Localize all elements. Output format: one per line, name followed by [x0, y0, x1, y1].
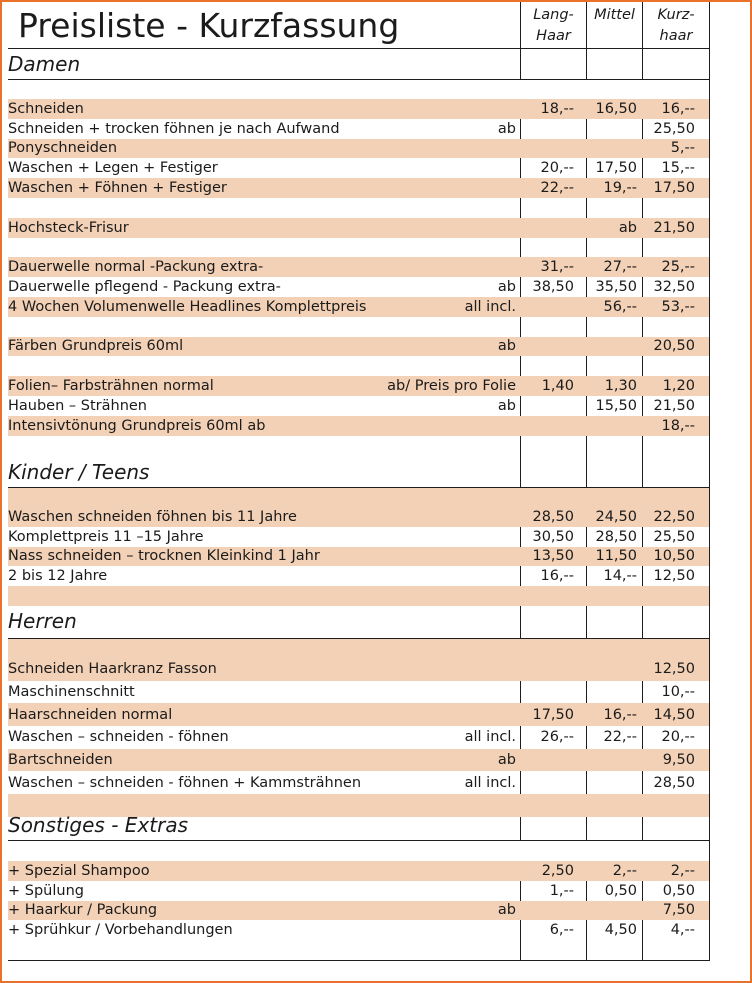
- column-header-line2: Haar: [536, 28, 571, 44]
- price-mittel: 22,--: [603, 729, 637, 746]
- service-label: Schneiden: [8, 100, 84, 117]
- price-kurzhaar: 14,50: [653, 706, 695, 723]
- page-title: Preisliste - Kurzfassung: [18, 6, 400, 45]
- service-label: Waschen + Föhnen + Festiger: [8, 180, 227, 197]
- service-label: Intensivtönung Grundpreis 60ml ab: [8, 417, 266, 434]
- table-row: [8, 703, 709, 726]
- table-row: [8, 901, 709, 921]
- price-kurzhaar: 2,--: [670, 862, 695, 879]
- price-mittel: 17,50: [595, 160, 637, 177]
- price-kurzhaar: 20,--: [661, 729, 695, 746]
- price-mittel: 16,50: [595, 100, 637, 117]
- price-qualifier: ab: [497, 120, 516, 137]
- price-mittel: 24,50: [595, 508, 637, 525]
- price-mittel: 11,50: [595, 548, 637, 565]
- table-row: [8, 277, 709, 297]
- price-langhaar: 20,--: [540, 160, 574, 177]
- service-label: + Sprühkur / Vorbehandlungen: [8, 922, 233, 939]
- table-row: [8, 566, 709, 586]
- price-mittel: 2,--: [612, 862, 637, 879]
- service-label: Bartschneiden: [8, 752, 113, 769]
- service-label: + Spülung: [8, 882, 84, 899]
- price-kurzhaar: 53,--: [661, 298, 695, 315]
- column-header-line1: Kurz-: [657, 7, 695, 23]
- service-label: + Haarkur / Packung: [8, 902, 158, 919]
- table-row: [8, 586, 709, 606]
- table-row: [8, 920, 709, 940]
- price-mittel: 27,--: [603, 259, 637, 276]
- price-kurzhaar: 9,50: [662, 752, 695, 769]
- table-bottom-line: [8, 960, 710, 961]
- price-langhaar: 17,50: [532, 706, 574, 723]
- service-label: 4 Wochen Volumenwelle Headlines Komplettpreis: [8, 298, 367, 315]
- service-label: Haarschneiden normal: [8, 706, 173, 723]
- service-label: 2 bis 12 Jahre: [8, 568, 108, 585]
- service-label: Dauerwelle pflegend - Packung extra-: [8, 279, 281, 296]
- column-header-langhaar: [521, 5, 586, 47]
- table-row: [8, 507, 709, 527]
- price-kurzhaar: 0,50: [662, 882, 695, 899]
- price-kurzhaar: 7,50: [662, 902, 695, 919]
- section-heading-row: [8, 605, 709, 637]
- price-kurzhaar: 32,50: [653, 279, 695, 296]
- price-kurzhaar: 25,50: [653, 120, 695, 137]
- service-label: Schneiden + trocken föhnen je nach Aufwand: [8, 120, 340, 137]
- service-label: Hochsteck-Frisur: [8, 219, 129, 236]
- service-label: Ponyschneiden: [8, 140, 118, 157]
- service-label: Waschen schneiden föhnen bis 11 Jahre: [8, 508, 297, 525]
- section-heading-row: [8, 811, 709, 839]
- price-kurzhaar: 25,--: [661, 259, 695, 276]
- table-row: [8, 749, 709, 772]
- service-label: Waschen + Legen + Festiger: [8, 160, 218, 177]
- price-langhaar: 6,--: [549, 922, 574, 939]
- section-spacer-row: [8, 488, 709, 507]
- section-heading-row: [8, 458, 709, 486]
- service-label: Nass schneiden – trocknen Kleinkind 1 Jahr: [8, 548, 320, 565]
- price-mittel: 56,--: [603, 298, 637, 315]
- price-kurzhaar: 21,50: [653, 219, 695, 236]
- price-kurzhaar: 5,--: [670, 140, 695, 157]
- price-langhaar: 31,--: [540, 259, 574, 276]
- table-row: [8, 99, 709, 119]
- table-row: [8, 337, 709, 357]
- table-row: [8, 356, 709, 376]
- service-label: + Spezial Shampoo: [8, 862, 150, 879]
- table-row: [8, 681, 709, 704]
- price-langhaar: 13,50: [532, 548, 574, 565]
- price-kurzhaar: 1,20: [662, 378, 695, 395]
- table-row: [8, 119, 709, 139]
- section-spacer-row: [8, 639, 709, 658]
- table-row: [8, 376, 709, 396]
- price-langhaar: 2,50: [541, 862, 574, 879]
- table-row: [8, 547, 709, 567]
- price-langhaar: 16,--: [540, 568, 574, 585]
- price-mittel: 14,--: [603, 568, 637, 585]
- column-header-line2: haar: [659, 28, 693, 44]
- price-kurzhaar: 16,--: [661, 100, 695, 117]
- table-row: [8, 238, 709, 258]
- table-row: [8, 658, 709, 681]
- price-mittel: ab: [618, 219, 637, 236]
- column-header-mittel: [587, 5, 642, 26]
- table-row: [8, 317, 709, 337]
- service-label: Maschinenschnitt: [8, 684, 135, 701]
- section-heading: Sonstiges - Extras: [8, 813, 188, 837]
- price-langhaar: 1,40: [541, 378, 574, 395]
- price-kurzhaar: 10,--: [661, 684, 695, 701]
- service-label: Hauben – Strähnen: [8, 397, 147, 414]
- price-mittel: 19,--: [603, 180, 637, 197]
- price-langhaar: 26,--: [540, 729, 574, 746]
- price-kurzhaar: 28,50: [653, 774, 695, 791]
- price-kurzhaar: 12,50: [653, 568, 695, 585]
- price-qualifier: all incl.: [464, 774, 516, 791]
- price-qualifier: all incl.: [464, 729, 516, 746]
- table-row: [8, 772, 709, 795]
- section-heading: Kinder / Teens: [8, 460, 150, 484]
- price-kurzhaar: 25,50: [653, 528, 695, 545]
- price-qualifier: ab/ Preis pro Folie: [387, 378, 516, 395]
- price-langhaar: 18,--: [540, 100, 574, 117]
- price-mittel: 28,50: [595, 528, 637, 545]
- service-label: Dauerwelle normal -Packung extra-: [8, 259, 264, 276]
- table-row: [8, 257, 709, 277]
- service-label: Komplettpreis 11 –15 Jahre: [8, 528, 204, 545]
- section-heading: Damen: [8, 51, 81, 76]
- price-langhaar: 1,--: [549, 882, 574, 899]
- section-heading-row: [8, 49, 709, 78]
- column-header-line1: Lang-: [533, 7, 574, 23]
- price-langhaar: 22,--: [540, 180, 574, 197]
- price-qualifier: ab: [497, 752, 516, 769]
- service-label: Färben Grundpreis 60ml: [8, 338, 184, 355]
- price-mittel: 15,50: [595, 397, 637, 414]
- service-label: Folien– Farbsträhnen normal: [8, 378, 214, 395]
- table-row: [8, 139, 709, 159]
- price-mittel: 16,--: [603, 706, 637, 723]
- table-row: [8, 218, 709, 238]
- price-mittel: 35,50: [595, 279, 637, 296]
- service-label: Schneiden Haarkranz Fasson: [8, 661, 217, 678]
- price-kurzhaar: 15,--: [661, 160, 695, 177]
- price-mittel: 1,30: [604, 378, 637, 395]
- price-kurzhaar: 4,--: [670, 922, 695, 939]
- price-qualifier: ab: [497, 279, 516, 296]
- table-row: [8, 881, 709, 901]
- price-qualifier: ab: [497, 397, 516, 414]
- table-row: [8, 158, 709, 178]
- price-langhaar: 28,50: [532, 508, 574, 525]
- price-kurzhaar: 17,50: [653, 180, 695, 197]
- price-kurzhaar: 20,50: [653, 338, 695, 355]
- price-kurzhaar: 21,50: [653, 397, 695, 414]
- price-mittel: 4,50: [604, 922, 637, 939]
- column-divider-right: [709, 2, 710, 960]
- price-kurzhaar: 18,--: [661, 417, 695, 434]
- table-row: [8, 726, 709, 749]
- price-qualifier: ab: [497, 902, 516, 919]
- service-label: Waschen – schneiden - föhnen: [8, 729, 229, 746]
- column-header-line1: Mittel: [594, 7, 635, 23]
- service-label: Waschen – schneiden - föhnen + Kammsträhnen: [8, 774, 362, 791]
- price-qualifier: ab: [497, 338, 516, 355]
- column-header-kurzhaar: [643, 5, 709, 47]
- section-spacer-row: [8, 841, 709, 861]
- price-langhaar: 38,50: [532, 279, 574, 296]
- table-row: [8, 198, 709, 218]
- section-spacer-row: [8, 80, 709, 99]
- price-kurzhaar: 10,50: [653, 548, 695, 565]
- table-row: [8, 178, 709, 198]
- price-kurzhaar: 12,50: [653, 661, 695, 678]
- price-qualifier: all incl.: [464, 298, 516, 315]
- table-row: [8, 297, 709, 317]
- section-heading: Herren: [8, 609, 77, 633]
- table-row: [8, 396, 709, 416]
- table-row: [8, 416, 709, 436]
- table-row: [8, 861, 709, 881]
- table-row: [8, 527, 709, 547]
- price-kurzhaar: 22,50: [653, 508, 695, 525]
- price-mittel: 0,50: [604, 882, 637, 899]
- price-langhaar: 30,50: [532, 528, 574, 545]
